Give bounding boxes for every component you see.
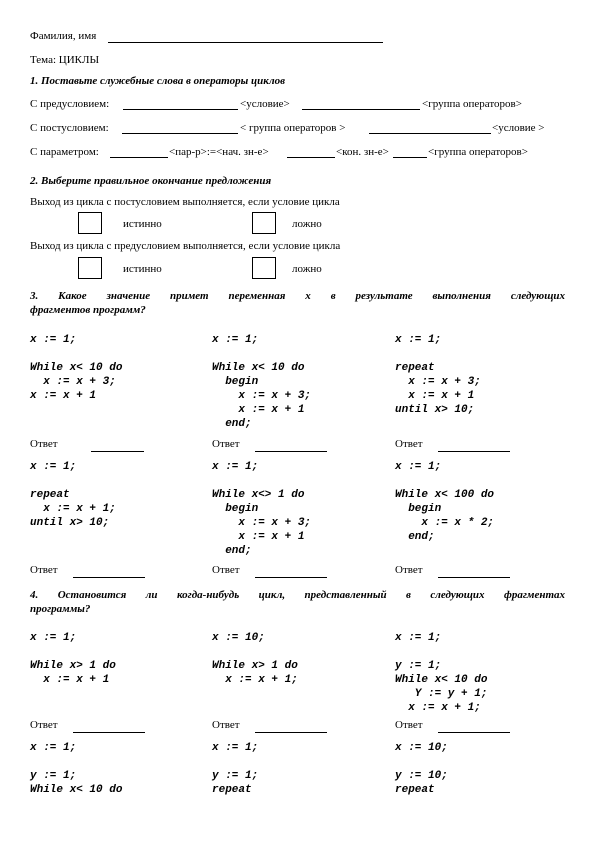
q2-sentence-1: Выход из цикла с постусловием выполняется, если условие цикла (30, 196, 340, 208)
q3-answer-label-6: Ответ (395, 564, 423, 576)
post-group: < группа операторов > (240, 122, 346, 134)
q3-answer-label-3: Ответ (395, 438, 423, 450)
pre-blank-1[interactable] (123, 109, 238, 110)
name-label: Фамилия, имя (30, 30, 97, 42)
param-group: <группа операторов> (428, 146, 528, 158)
q3-code-3: x := 1; repeat x := x + 3; x := x + 1 until x> 10; (395, 334, 481, 416)
q4-code-3: x := 1; y := 1; While x< 10 do Y := y + 1; x := x + 1; (395, 632, 488, 714)
q4-code-5: x := 1; y := 1; repeat (212, 742, 259, 796)
post-blank-2[interactable] (369, 133, 491, 134)
q4-answer-label-2: Ответ (212, 719, 240, 731)
q3-answer-line-5[interactable] (255, 577, 327, 578)
q3-code-1: x := 1; While x< 10 do x := x + 3; x := x + 1 (30, 334, 123, 402)
q4-title-line1: 4. Остановится ли когда-нибудь цикл, представленный в следующих фрагментах (30, 589, 565, 601)
q4-answer-label-1: Ответ (30, 719, 58, 731)
q4-code-2: x := 10; While x> 1 do x := x + 1; (212, 632, 298, 686)
q2-s1-true-label: истинно (123, 218, 162, 230)
post-cond: <условие > (492, 122, 545, 134)
q3-answer-label-5: Ответ (212, 564, 240, 576)
q2-s2-false-checkbox[interactable] (252, 257, 276, 279)
q3-code-6: x := 1; While x< 100 do begin x := x * 2; end; (395, 461, 495, 543)
q3-answer-line-4[interactable] (73, 577, 145, 578)
pre-label: С предусловием: (30, 98, 110, 110)
q2-s1-false-label: ложно (292, 218, 322, 230)
post-blank-1[interactable] (122, 133, 238, 134)
q3-answer-label-1: Ответ (30, 438, 58, 450)
q4-answer-line-3[interactable] (438, 732, 510, 733)
q3-answer-line-2[interactable] (255, 451, 327, 452)
q3-answer-label-2: Ответ (212, 438, 240, 450)
param-label: С параметром: (30, 146, 99, 158)
q4-answer-line-1[interactable] (73, 732, 145, 733)
q1-title: 1. Поставьте служебные слова в операторы циклов (30, 75, 286, 87)
q3-code-5: x := 1; While x<> 1 do begin x := x + 3; x := x + 1 end; (212, 461, 312, 557)
param-blank-3[interactable] (393, 157, 427, 158)
q3-code-2: x := 1; While x< 10 do begin x := x + 3; x := x + 1 end; (212, 334, 312, 430)
pre-group: <группа операторов> (422, 98, 522, 110)
pre-blank-2[interactable] (302, 109, 420, 110)
q4-code-1: x := 1; While x> 1 do x := x + 1 (30, 632, 116, 686)
q3-code-4: x := 1; repeat x := x + 1; until x> 10; (30, 461, 116, 529)
q3-answer-line-1[interactable] (91, 451, 144, 452)
param-end: <кон. зн-е> (336, 146, 389, 158)
q4-answer-line-2[interactable] (255, 732, 327, 733)
q2-s1-false-checkbox[interactable] (252, 212, 276, 234)
q2-s1-true-checkbox[interactable] (78, 212, 102, 234)
q4-code-4: x := 1; y := 1; While x< 10 do (30, 742, 123, 796)
param-blank-1[interactable] (110, 157, 168, 158)
q3-title-line1: 3. Какое значение примет переменная x в результате выполнения следующих (30, 290, 565, 302)
q2-title: 2. Выберите правильное окончание предложения (30, 175, 272, 187)
q2-s2-true-checkbox[interactable] (78, 257, 102, 279)
name-input-line[interactable] (108, 42, 383, 43)
q4-title-line2: программы? (30, 603, 91, 615)
q2-s2-true-label: истинно (123, 263, 162, 275)
q4-code-6: x := 10; y := 10; repeat (395, 742, 448, 796)
q3-answer-label-4: Ответ (30, 564, 58, 576)
q3-answer-line-6[interactable] (438, 577, 510, 578)
q3-title-line2: фрагментов программ? (30, 304, 146, 316)
param-blank-2[interactable] (287, 157, 335, 158)
q2-s2-false-label: ложно (292, 263, 322, 275)
post-label: С постусловием: (30, 122, 109, 134)
topic-title: Тема: ЦИКЛЫ (30, 54, 100, 66)
param-var: <пар-р>:=<нач. зн-е> (169, 146, 269, 158)
pre-cond: <условие> (240, 98, 290, 110)
q2-sentence-2: Выход из цикла с предусловием выполняется, если условие цикла (30, 240, 341, 252)
q3-answer-line-3[interactable] (438, 451, 510, 452)
q4-answer-label-3: Ответ (395, 719, 423, 731)
